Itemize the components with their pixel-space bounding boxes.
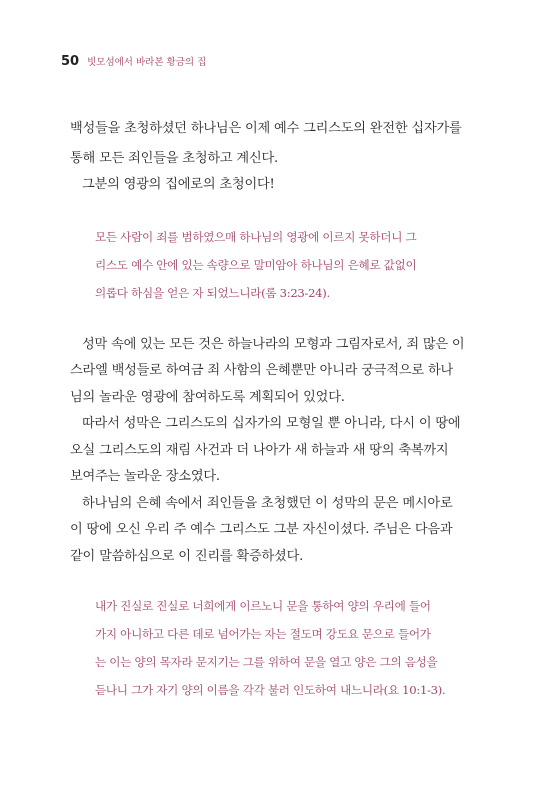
- page-number: 50: [61, 54, 80, 69]
- paragraph-line: 이 땅에 오신 우리 주 예수 그리스도 그분 자신이셨다. 주님은 다음과: [70, 522, 453, 537]
- paragraph-line: 백성들을 초청하셨던 하나님은 이제 예수 그리스도의 완전한 십자가를: [70, 121, 462, 136]
- paragraph-line: 따라서 성막은 그리스도의 십자가의 모형일 뿐 아니라, 다시 이 땅에: [82, 416, 461, 431]
- quote-line: 모든 사람이 죄를 범하였으매 하나님의 영광에 이르지 못하더니 그: [95, 230, 417, 244]
- paragraph-line: 하나님의 은혜 속에서 죄인들을 초청했던 이 성막의 문은 메시아로: [82, 496, 453, 511]
- paragraph-line: 그분의 영광의 집에로의 초청이다!: [82, 177, 275, 192]
- paragraph-line: 성막 속에 있는 모든 것은 하늘나라의 모형과 그림자로서, 죄 많은 이: [82, 337, 465, 352]
- page-header: [61, 54, 206, 69]
- quote-line: 내가 진실로 진실로 너희에게 이르노니 문을 통하여 양의 우리에 들어: [95, 599, 431, 613]
- quote-line: 의롭다 하심을 얻은 자 되었느니라(롬 3:23-24).: [95, 286, 330, 300]
- paragraph-line: 오실 그리스도의 재림 사건과 더 나아가 새 하늘과 새 땅의 축복까지: [70, 443, 449, 458]
- paragraph-line: 님의 놀라운 영광에 참여하도록 계획되어 있었다.: [70, 390, 345, 405]
- paragraph-line: 같이 말씀하심으로 이 진리를 확증하셨다.: [70, 549, 304, 564]
- paragraph-line: 보여주는 놀라운 장소였다.: [70, 469, 220, 484]
- quote-line: 리스도 예수 안에 있는 속량으로 말미암아 하나님의 은혜로 값없이: [95, 258, 417, 272]
- running-title: 빗모섬에서 바라본 황금의 집: [87, 57, 207, 68]
- quote-line: 는 이는 양의 목자라 문지기는 그를 위하여 문을 열고 양은 그의 음성을: [95, 655, 438, 669]
- quote-line: 듣나니 그가 자기 양의 이름을 각각 불러 인도하여 내느니라(요 10:1-3).: [95, 683, 446, 697]
- paragraph-line: 스라엘 백성들로 하여금 죄 사함의 은혜뿐만 아니라 궁극적으로 하나: [70, 363, 454, 378]
- paragraph-line: 통해 모든 죄인들을 초청하고 계신다.: [70, 151, 279, 166]
- quote-line: 가지 아니하고 다른 데로 넘어가는 자는 절도며 강도요 문으로 들어가: [95, 627, 431, 641]
